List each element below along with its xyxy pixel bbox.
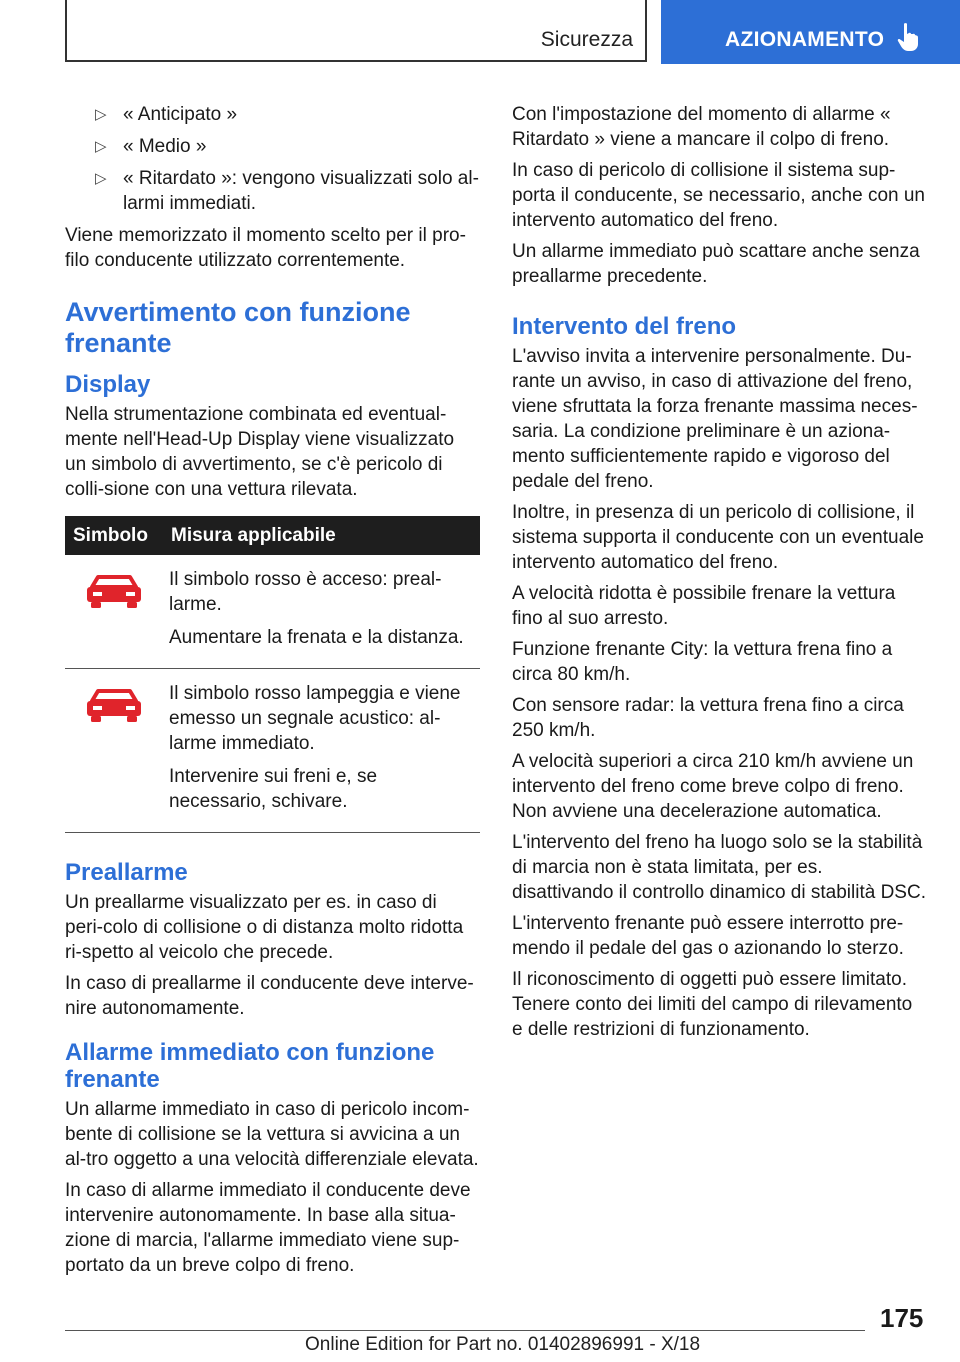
- list-item: ▷ « Anticipato »: [95, 104, 238, 125]
- triangle-bullet-icon: ▷: [95, 138, 107, 155]
- table-header-misura: Misura applicabile: [163, 516, 480, 555]
- paragraph: A velocità superiori a circa 210 km/h avviene un intervento del freno come breve colpo di freno. Non avviene una decelerazione automatica.: [512, 751, 914, 822]
- paragraph: In caso di allarme immediato il conducente deve intervenire autonomamente. In base alla situa-zione di marcia, l'allarme immediato viene sup-portato da un breve colpo di freno.: [65, 1180, 471, 1276]
- paragraph: A velocità ridotta è possibile frenare la vettura fino al suo arresto.: [512, 583, 896, 629]
- red-car-warning-icon: [84, 685, 144, 725]
- heading-intervento-freno: Intervento del freno: [512, 313, 737, 340]
- section-title: Sicurezza: [540, 28, 633, 51]
- table-cell-text: Il simbolo rosso lampeggia e viene emesso un segnale acustico: al-larme immediato.: [169, 683, 461, 754]
- chapter-tab[interactable]: [661, 0, 960, 64]
- table-row: [65, 669, 480, 833]
- paragraph: Un allarme immediato in caso di pericolo incom-bente di collisione se la vettura si avvicina a un al-tro oggetto a una velocità differenziale elevata.: [65, 1099, 479, 1170]
- paragraph: Inoltre, in presenza di un pericolo di collisione, il sistema supporta il conducente con un eventuale intervento automatico del freno.: [512, 502, 924, 573]
- red-car-warning-icon: [84, 571, 144, 611]
- footer-edition: Online Edition for Part no. 01402896991 - X/18: [305, 1334, 701, 1355]
- timing-options-list: [65, 102, 479, 216]
- paragraph: Con l'impostazione del momento di allarme « Ritardato » viene a mancare il colpo di freno.: [512, 104, 891, 150]
- heading-avvertimento: Avvertimento con funzione frenante: [65, 297, 411, 358]
- list-item: ▷ « Ritardato »: vengono visualizzati solo al-larmi immediati.: [95, 168, 479, 214]
- table-cell-text: Intervenire sui freni e, se necessario, schivare.: [169, 766, 378, 812]
- footer-divider: [65, 1330, 865, 1331]
- paragraph: L'intervento del freno ha luogo solo se la stabilità di marcia non è stata limitata, per es. disattivando il controllo dinamico di stabilità DSC.: [512, 832, 926, 903]
- page-number: 175: [880, 1303, 924, 1333]
- header-section-box: [65, 0, 647, 62]
- table-cell-text: Il simbolo rosso è acceso: preal-larme.: [169, 569, 442, 615]
- paragraph: Un preallarme visualizzato per es. in caso di peri-colo di collisione o di distanza molto ridotta ri-spetto al veicolo che precede.: [65, 892, 464, 963]
- chapter-tab-label: AZIONAMENTO: [725, 28, 885, 51]
- table-cell-text: Aumentare la frenata e la distanza.: [169, 627, 464, 648]
- heading-preallarme: Preallarme: [65, 859, 188, 886]
- heading-display: Display: [65, 371, 151, 398]
- paragraph: Un allarme immediato può scattare anche senza preallarme precedente.: [512, 241, 920, 287]
- paragraph: L'intervento frenante può essere interrotto pre-mendo il pedale del gas o azionando lo sterzo.: [512, 913, 904, 959]
- paragraph: In caso di pericolo di collisione il sistema sup-porta il conducente, se necessario, anche con un intervento automatico del freno.: [512, 160, 925, 231]
- heading-allarme-immediato: Allarme immediato con funzione frenante: [65, 1039, 435, 1093]
- symbol-table: [65, 516, 480, 833]
- paragraph: In caso di preallarme il conducente deve interve-nire autonomamente.: [65, 973, 474, 1019]
- table-header-simbolo: Simbolo: [65, 516, 163, 555]
- paragraph: L'avviso invita a intervenire personalmente. Du-rante un avviso, in caso di attivazione del freno, viene sfruttata la forza frenante massima neces-saria. La condizione preliminare è un aziona-mento sufficientemente rapido e vigoroso del pedale del freno.: [512, 346, 918, 492]
- paragraph: Viene memorizzato il momento scelto per il pro-filo conducente utilizzato correntemente.: [65, 225, 466, 271]
- paragraph: Nella strumentazione combinata ed eventual-mente nell'Head-Up Display viene visualizzato un simbolo di avvertimento, se c'è pericolo di colli-sione con una vettura rilevata.: [65, 404, 455, 500]
- triangle-bullet-icon: ▷: [95, 106, 107, 123]
- table-row: [65, 555, 480, 669]
- paragraph: Con sensore radar: la vettura frena fino a circa 250 km/h.: [512, 695, 904, 741]
- paragraph: Il riconoscimento di oggetti può essere limitato. Tenere conto dei limiti del campo di rilevamento e delle restrizioni di funzionamento.: [512, 969, 913, 1040]
- hand-pointer-icon: [897, 22, 919, 52]
- left-column: [65, 102, 479, 1284]
- triangle-bullet-icon: ▷: [95, 170, 107, 187]
- paragraph: Funzione frenante City: la vettura frena fino a circa 80 km/h.: [512, 639, 893, 685]
- list-item: ▷ « Medio »: [95, 136, 207, 157]
- right-column: [512, 102, 928, 1048]
